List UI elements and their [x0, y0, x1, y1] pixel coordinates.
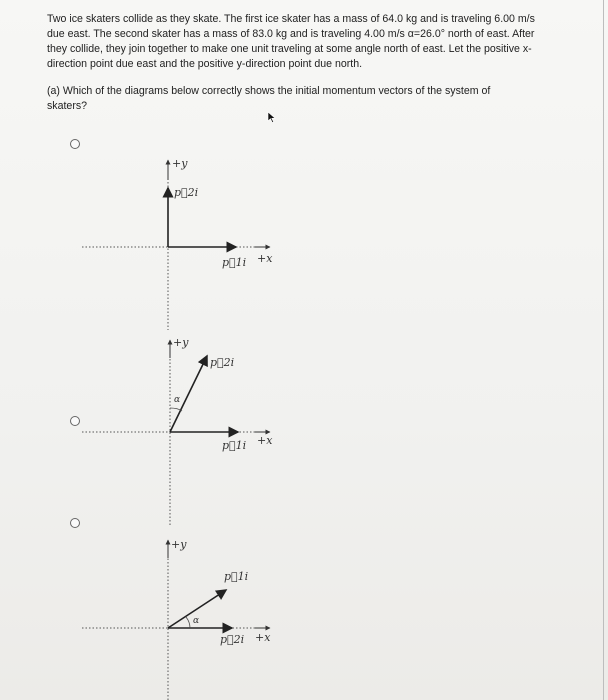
label-plus-y: +y — [173, 336, 189, 349]
label-p2i: p⃗2i — [210, 356, 235, 369]
question-prompt: (a) Which of the diagrams below correctly shows the initial momentum vectors of the system of skaters? — [47, 85, 491, 112]
problem-statement: Two ice skaters collide as they skate. The first ice skater has a mass of 64.0 kg and is traveling 6.00 m/s due east. The second skater has a mass of 83.0 kg and is traveling 4.00 m/s α=26.0° north of east. After they collide, they join together to make one unit traveling at some angle north of east. Let the positive x-direction point due east and the positive y-direction point due north. — [47, 13, 535, 70]
mouse-cursor-icon — [268, 112, 275, 123]
label-plus-y: +y — [172, 157, 188, 170]
label-alpha: α — [174, 395, 181, 405]
diagram-option-b[interactable] — [82, 336, 273, 525]
label-p2i: p⃗2i — [220, 633, 245, 646]
label-p1i: p⃗1i — [224, 570, 249, 583]
vector-p2i — [170, 356, 207, 432]
diagram-option-a[interactable] — [82, 157, 273, 330]
label-plus-x: +x — [255, 631, 271, 644]
label-plus-y: +y — [171, 538, 187, 551]
label-plus-x: +x — [257, 434, 273, 447]
angle-arc — [186, 617, 190, 628]
label-alpha: α — [193, 616, 200, 626]
diagram-option-c[interactable] — [82, 538, 271, 700]
label-plus-x: +x — [257, 252, 273, 265]
label-p1i: p⃗1i — [222, 439, 247, 452]
label-p1i: p⃗1i — [222, 256, 247, 269]
label-p2i: p⃗2i — [174, 186, 199, 199]
